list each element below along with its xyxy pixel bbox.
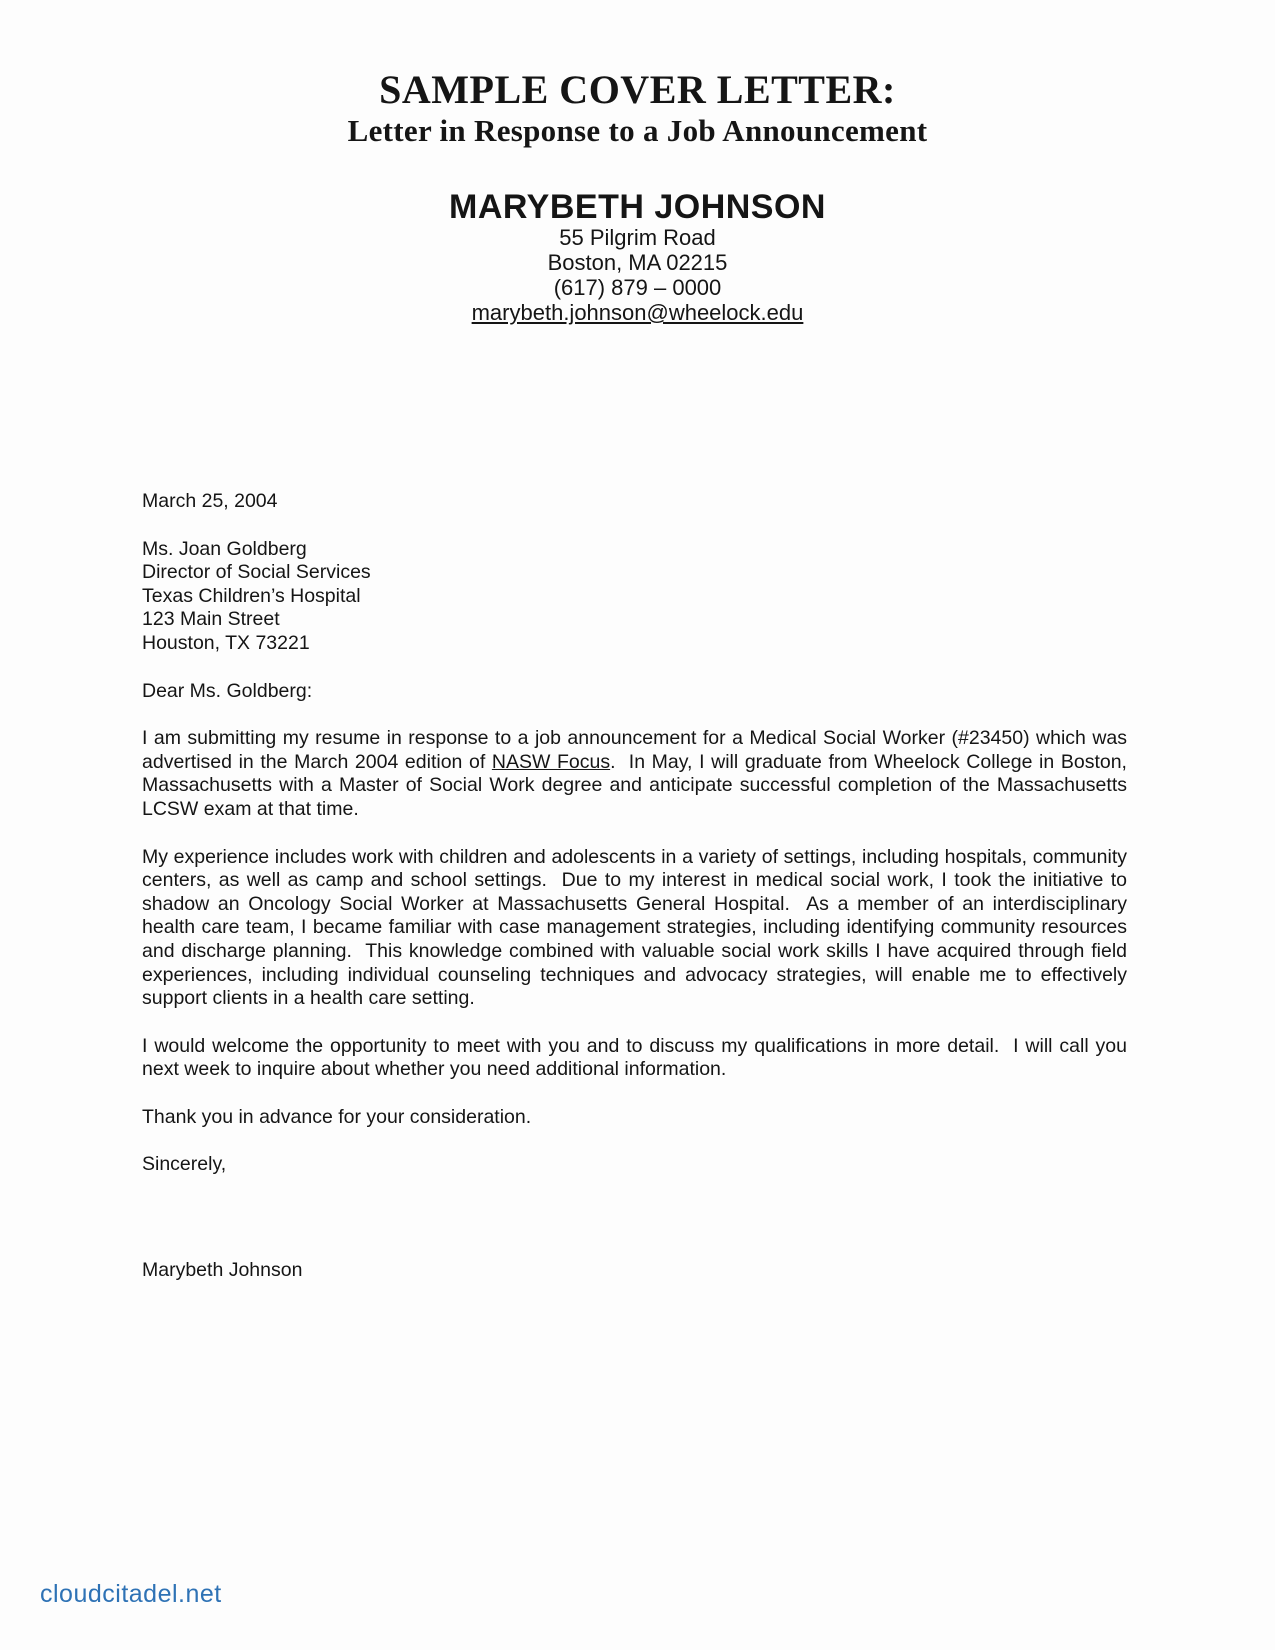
document-title: SAMPLE COVER LETTER: — [379, 67, 896, 112]
sender-address-city: Boston, MA 02215 — [547, 250, 728, 275]
sender-address-street: 55 Pilgrim Road — [559, 225, 716, 250]
paragraph-1-text-after: . In May, I will graduate from Wheelock College in Boston, Massachusetts with a Master of Social Work degree and anticipate successful completion of the Massachusetts LCSW exam at that time. — [142, 750, 1127, 820]
body-paragraph-1 — [142, 727, 1127, 821]
recipient-organization: Texas Children’s Hospital — [142, 584, 361, 607]
publication-title: NASW Focus — [491, 750, 611, 773]
recipient-street: 123 Main Street — [142, 608, 280, 631]
recipient-city-state-zip: Houston, TX 73221 — [142, 631, 310, 654]
document-subtitle: Letter in Response to a Job Announcement — [347, 113, 928, 148]
salutation: Dear Ms. Goldberg: — [142, 679, 313, 702]
letter-content — [142, 490, 1127, 1283]
signature-name: Marybeth Johnson — [142, 1259, 303, 1282]
letterhead — [0, 0, 1275, 325]
recipient-job-title: Director of Social Services — [142, 561, 371, 584]
recipient-name: Ms. Joan Goldberg — [142, 537, 307, 560]
recipient-block — [142, 538, 1127, 656]
body-paragraph-2: My experience includes work with children and adolescents in a variety of settings, including hospitals, community centers, as well as camp and school settings. Due to my interest in medical social work, I took the initiative to shadow an Oncology Social Worker at Massachusetts General Hospital. As a member of an interdisciplinary health care team, I became familiar with case management strategies, including identifying community resources and discharge planning. This knowledge combined with valuable social work skills I have acquired through field experiences, including individual counseling techniques and advocacy strategies, will enable me to effectively support clients in a health care setting. — [142, 845, 1127, 1010]
closing-thanks: Thank you in advance for your consideration. — [142, 1105, 532, 1128]
paragraph-1-text-before: I am submitting my resume in response to a job announcement for a Medical Social Worker (#23450) which was advertised in the March 2004 edition of — [142, 727, 1127, 773]
watermark-site-name: cloudcitadel.net — [40, 1580, 222, 1608]
sender-phone: (617) 879 – 0000 — [553, 275, 722, 300]
sender-email: marybeth.johnson@wheelock.edu — [471, 300, 804, 325]
body-paragraph-3: I would welcome the opportunity to meet with you and to discuss my qualifications in more detail. I will call you next week to inquire about whether you need additional information. — [142, 1034, 1127, 1081]
valediction: Sincerely, — [142, 1153, 227, 1176]
sender-name: MARYBETH JOHNSON — [449, 188, 826, 226]
letter-date: March 25, 2004 — [142, 490, 278, 512]
